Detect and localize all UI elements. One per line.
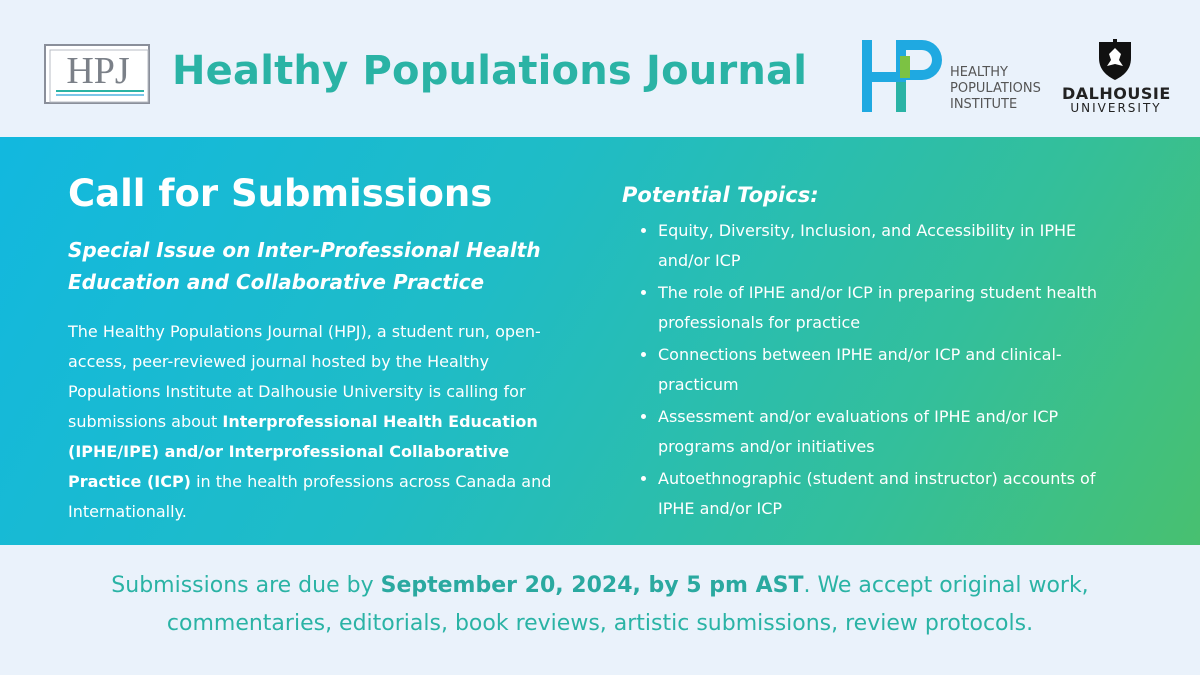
special-issue-heading: Special Issue on Inter-Professional Health Education and Collaborative Practice <box>68 238 541 294</box>
hpi-wordmark <box>950 65 1041 113</box>
hpi-logo <box>860 38 946 114</box>
hpi-line-2: POPULATIONS <box>950 81 1041 96</box>
description-end: in the health professions across Canada and Internationally. <box>68 472 552 521</box>
topics-list <box>636 216 1128 526</box>
topic-item: • Assessment and/or evaluations of IPHE and/or ICP programs and/or initiatives <box>658 402 1128 462</box>
hpi-line-3: INSTITUTE <box>950 97 1018 112</box>
description-bold: Interprofessional Health Education (IPHE/IPE) and/or Interprofessional Collaborative Practice (ICP) <box>68 412 538 491</box>
deadline-post: . We accept original work, commentaries, editorials, book reviews, artistic submissions, review protocols. <box>166 573 1089 636</box>
topic-item: • Equity, Diversity, Inclusion, and Accessibility in IPHE and/or ICP <box>658 216 1128 276</box>
topic-item: • Autoethnographic (student and instructor) accounts of IPHE and/or ICP <box>658 464 1128 524</box>
topic-item: • Connections between IPHE and/or ICP and clinical-practicum <box>658 340 1128 400</box>
description-intro: The Healthy Populations Journal (HPJ), a student run, open-access, peer-reviewed journal hosted by the Healthy Populations Institute at Dalhousie University is calling for submissions about <box>68 322 541 431</box>
call-title: Call for Submissions <box>68 172 493 215</box>
dalhousie-wordmark <box>1062 84 1170 115</box>
dalhousie-name: DALHOUSIE <box>1062 84 1171 103</box>
topics-title: Potential Topics: <box>622 183 819 207</box>
deadline-date: September 20, 2024, by 5 pm AST <box>380 573 804 598</box>
dalhousie-crest-icon <box>1093 38 1137 82</box>
journal-title: Healthy Populations Journal <box>172 48 808 94</box>
hpj-logo <box>44 44 152 106</box>
deadline-text <box>60 567 1140 643</box>
deadline-pre: Submissions are due by <box>111 573 381 598</box>
call-banner <box>0 137 1200 545</box>
description <box>68 317 583 527</box>
hpj-logo-text: HPJ <box>66 50 130 92</box>
header <box>0 0 1200 137</box>
topic-item: • The role of IPHE and/or ICP in preparing student health professionals for practice <box>658 278 1128 338</box>
dalhousie-university: UNIVERSITY <box>1070 101 1162 115</box>
footer <box>0 545 1200 675</box>
hpi-line-1: HEALTHY <box>950 65 1008 80</box>
